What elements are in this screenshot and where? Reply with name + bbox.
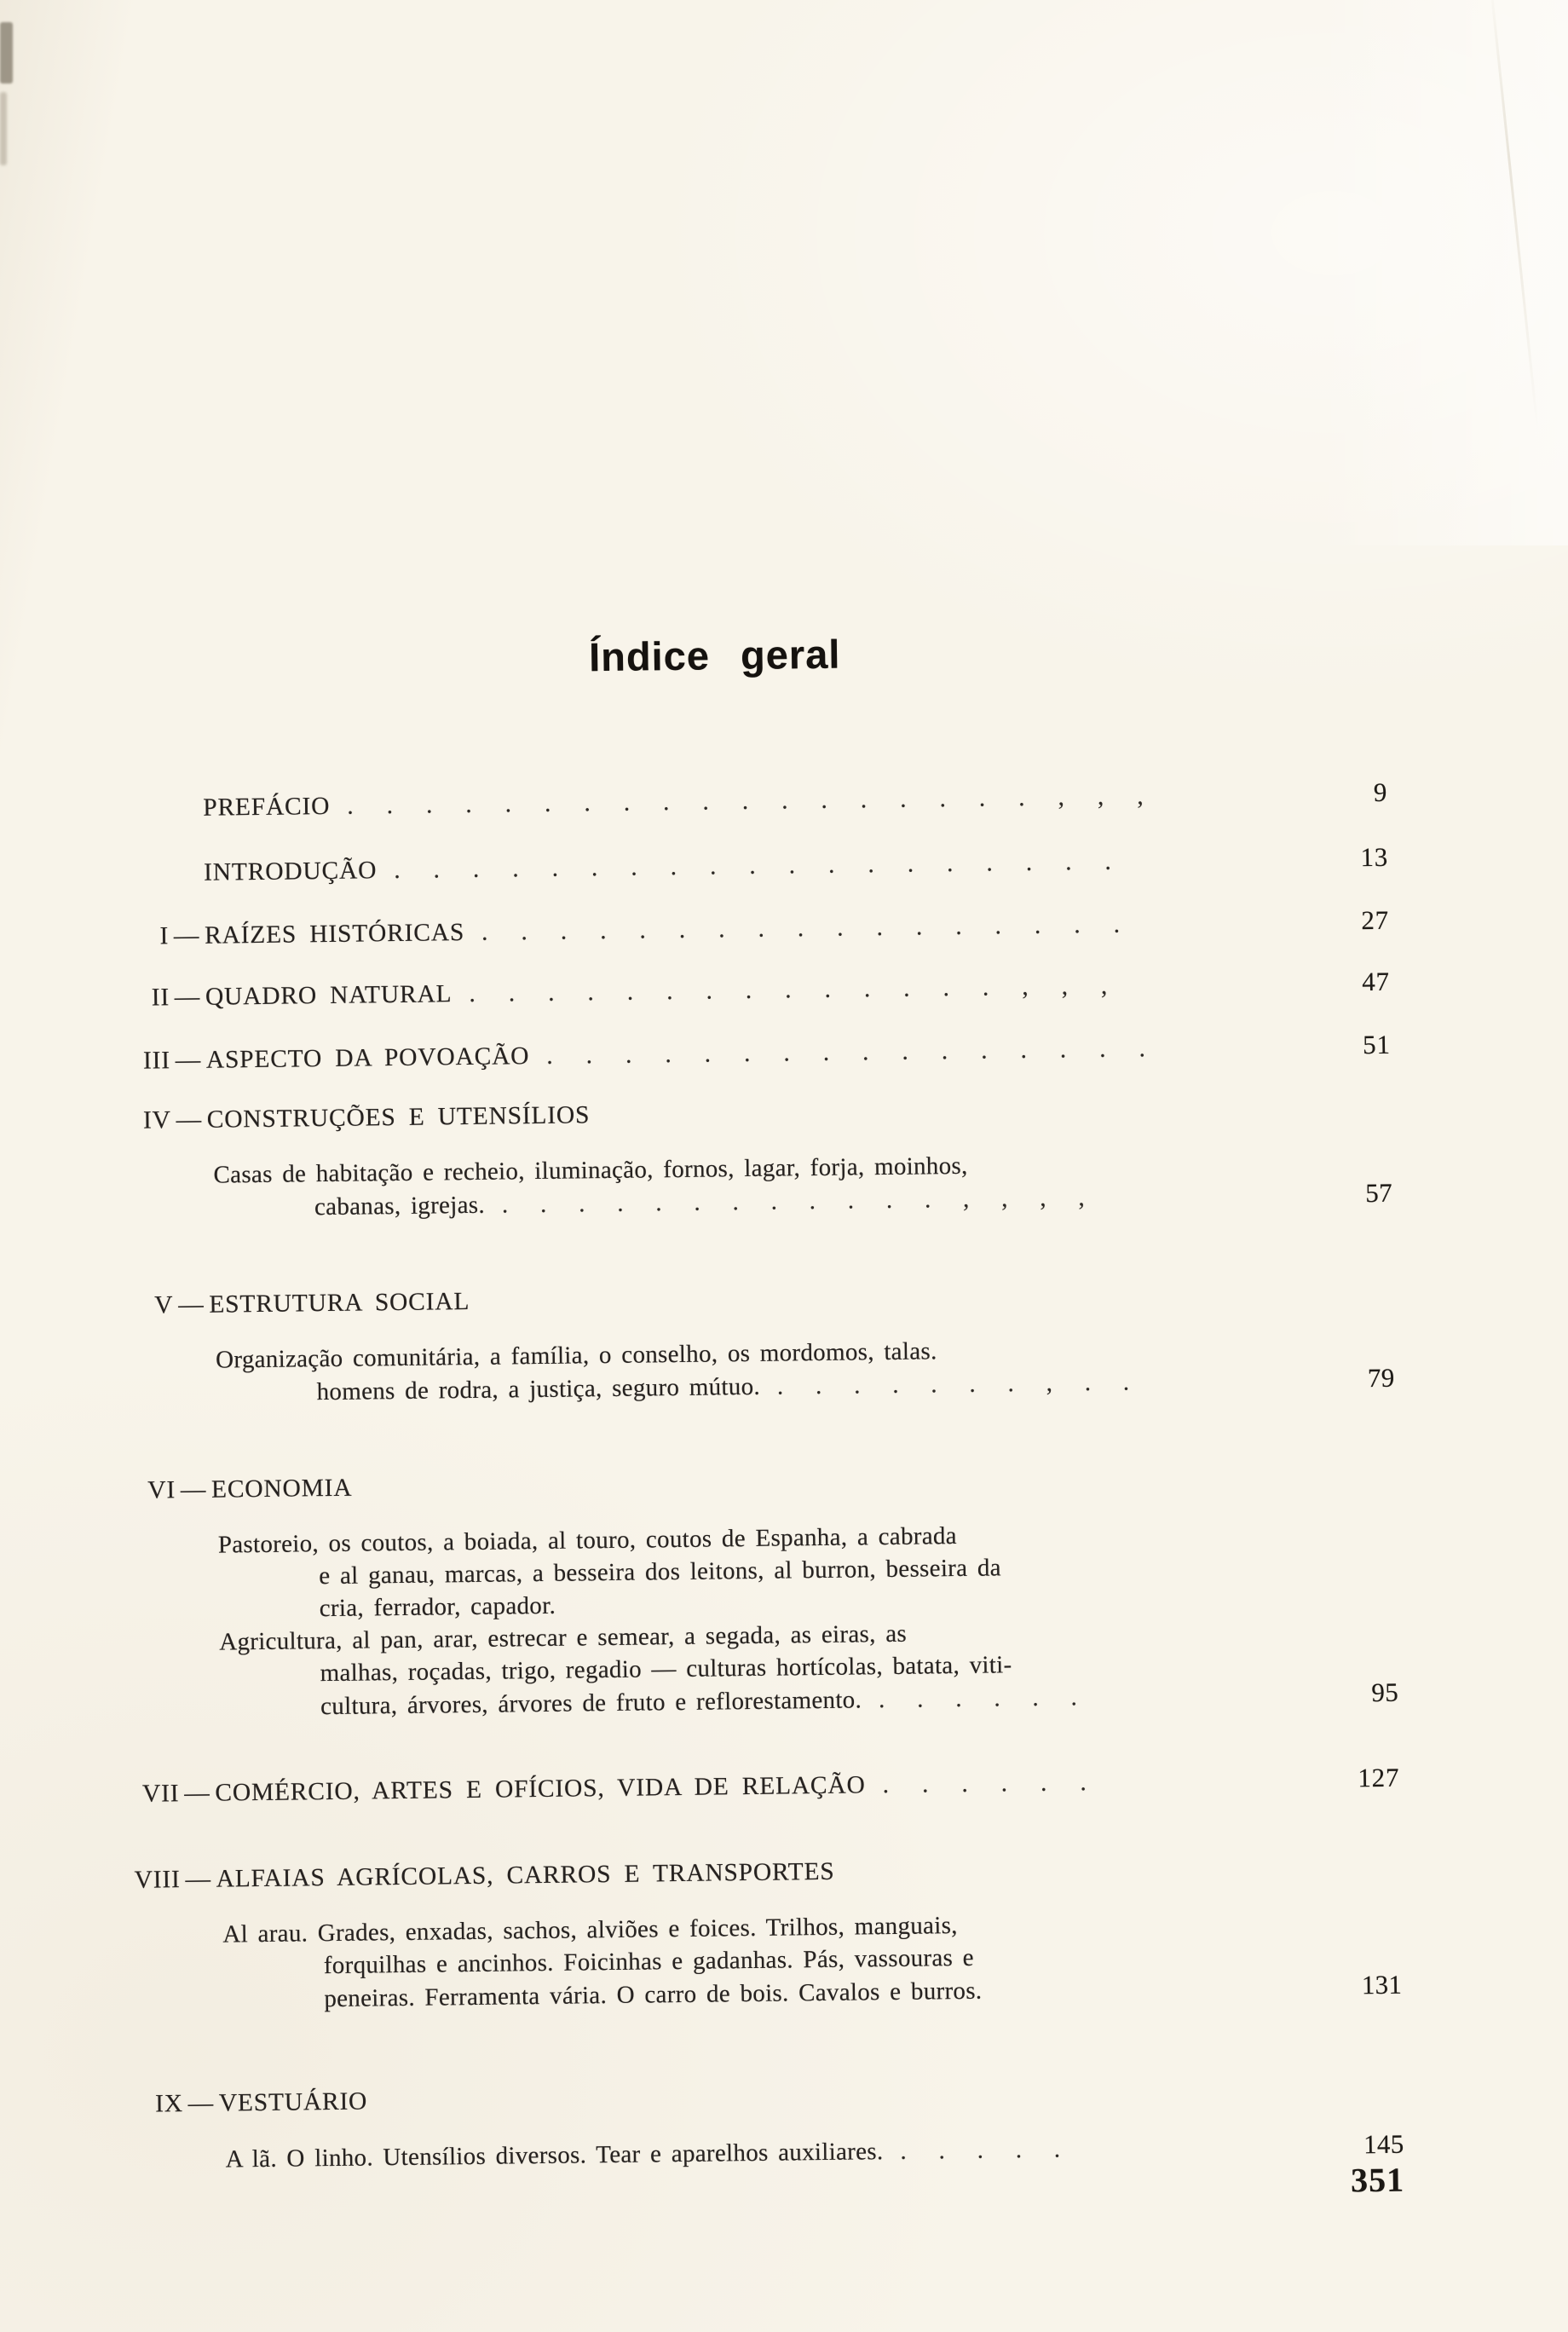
toc-entry-row [115,905,1389,952]
toc-entry-row [122,1460,1396,1506]
description-line: Pastoreio, os coutos, a boiada, al touro, coutos de Espanha, a cabrada [217,1522,958,1559]
entry-dash: — [178,1290,205,1319]
dot-leader [999,1994,1311,1998]
entry-numeral: VIII [134,1866,181,1894]
entry-numeral: IX [154,2090,184,2118]
entry-title: PREFÁCIO [203,792,331,822]
entry-dash: — [187,2089,215,2118]
entry-description [130,2128,1404,2177]
toc-entry-row [113,777,1387,824]
entry-page-number: 127 [1358,1762,1400,1793]
dot-leader: . . . . . . . . . . . . , , , , [501,1184,1086,1219]
entry-page-number: 57 [1365,1177,1393,1209]
entry-dash: — [176,1105,203,1134]
description-text: homens de rodra, a justiça, seguro mútuo. [316,1372,761,1406]
entry-numeral: VII [141,1780,180,1808]
description-line: e al ganau, marcas, a besseira dos leitons, al burron, besseira da [319,1554,1002,1590]
toc-entry-row [126,1850,1400,1896]
dot-leader: . . . . . . . . . . . . . . . . . . . [394,847,1112,885]
toc-entry-row [125,1763,1399,1810]
entry-description [118,1145,1392,1226]
entry-numeral [114,880,168,881]
entry-title: COMÉRCIO, ARTES E OFÍCIOS, VIDA DE RELAÇÃO [215,1771,866,1807]
entry-numeral: III [142,1047,171,1075]
entry-page-number: 51 [1362,1029,1391,1060]
toc-entry-row [130,2074,1404,2120]
entry-page-number: 95 [1371,1677,1399,1708]
entry-numeral: II [151,984,170,1012]
dot-leader: . . . . . . [878,1683,1078,1714]
toc-entry-row [114,842,1388,889]
entry-page-number: 131 [1361,1969,1403,2000]
entry-title: ESTRUTURA SOCIAL [209,1287,470,1319]
entry-page-number: 145 [1363,2128,1404,2160]
entry-dash: — [175,1046,202,1075]
description-line: Organização comunitária, a família, o conselho, os mordomos, talas. [215,1337,937,1374]
entry-page-number: 13 [1360,841,1389,873]
toc-entry-row [116,967,1390,1013]
entry-numeral: I [159,922,170,950]
footer-page-number: 351 [1350,2160,1405,2200]
entry-dash: — [184,1779,210,1808]
entry-description [123,1515,1399,1725]
entry-numeral: VI [147,1476,176,1504]
entry-description [127,1904,1402,2017]
entry-page-number: 79 [1367,1362,1395,1394]
entry-numeral [113,816,167,817]
dot-leader: . . . . . . . . . . . . . . , , , [469,972,1109,1007]
description-line: Agricultura, al pan, arar, estrecar e semear, a segada, as eiras, as [219,1619,908,1656]
description-line: malhas, roçadas, trigo, regadio — culturas hortícolas, batata, viti- [320,1651,1012,1688]
dot-leader: . . . . . . . . . . . . . . . . [546,1035,1146,1070]
entry-numeral: V [154,1291,174,1319]
entry-title: INTRODUÇÃO [203,857,378,886]
dot-leader: . . . . . . . . . . . . . . . . . [481,910,1121,946]
description-text: cabanas, igrejas. [314,1191,486,1221]
toc-entry-row [117,1030,1391,1077]
toc-entry-row [118,1090,1392,1136]
dot-leader: . . . . . . [882,1769,1087,1799]
entry-dash: — [185,1865,211,1894]
toc-title: Índice geral [588,631,841,680]
entry-title: VESTUÁRIO [218,2087,368,2117]
entry-dash: — [174,983,201,1012]
entry-title: ASPECTO DA POVOAÇÃO [205,1042,530,1074]
entry-dash: — [173,921,200,950]
description-line: forquilhas e ancinhos. Foicinhas e gadanhas. Pás, vassouras e [323,1943,975,1980]
description-text: peneiras. Ferramenta vária. O carro de bois. Cavalos e burros. [324,1977,983,2013]
dot-leader: . . . . . . . . . . . . . . . . . . , , , [347,782,1144,820]
entry-dash [167,816,203,817]
entry-description [120,1330,1395,1411]
entry-title: RAÍZES HISTÓRICAS [204,919,465,950]
entry-title: CONSTRUÇÕES E UTENSÍLIOS [206,1101,591,1134]
entry-page-number: 27 [1361,904,1390,936]
entry-dash [168,880,204,881]
entry-dash: — [180,1475,207,1504]
entry-title: ECONOMIA [210,1474,353,1504]
dot-leader: . . . . . [900,2135,1061,2165]
dot-leader: . . . . . . . , . . [776,1368,1130,1400]
description-text: cultura, árvores, árvores de fruto e reflorestamento. [320,1686,862,1721]
toc-entry-row [119,1275,1393,1321]
description-line: Al arau. Grades, enxadas, sachos, alviões e foices. Trilhos, manguais, [222,1912,958,1948]
description-line: Casas de habitação e recheio, iluminação, fornos, lagar, forja, moinhos, [213,1152,968,1189]
entry-page-number: 47 [1362,966,1391,997]
description-text: A lã. O linho. Utensílios diversos. Tear e aparelhos auxiliares. [225,2138,884,2173]
description-line [130,2128,1404,2177]
entry-numeral: IV [142,1106,171,1134]
entry-title: QUADRO NATURAL [205,980,453,1011]
entry-title: ALFAIAS AGRÍCOLAS, CARROS E TRANSPORTES [216,1857,835,1893]
entry-page-number: 9 [1373,776,1388,807]
description-line: cria, ferrador, capador. [319,1591,556,1623]
